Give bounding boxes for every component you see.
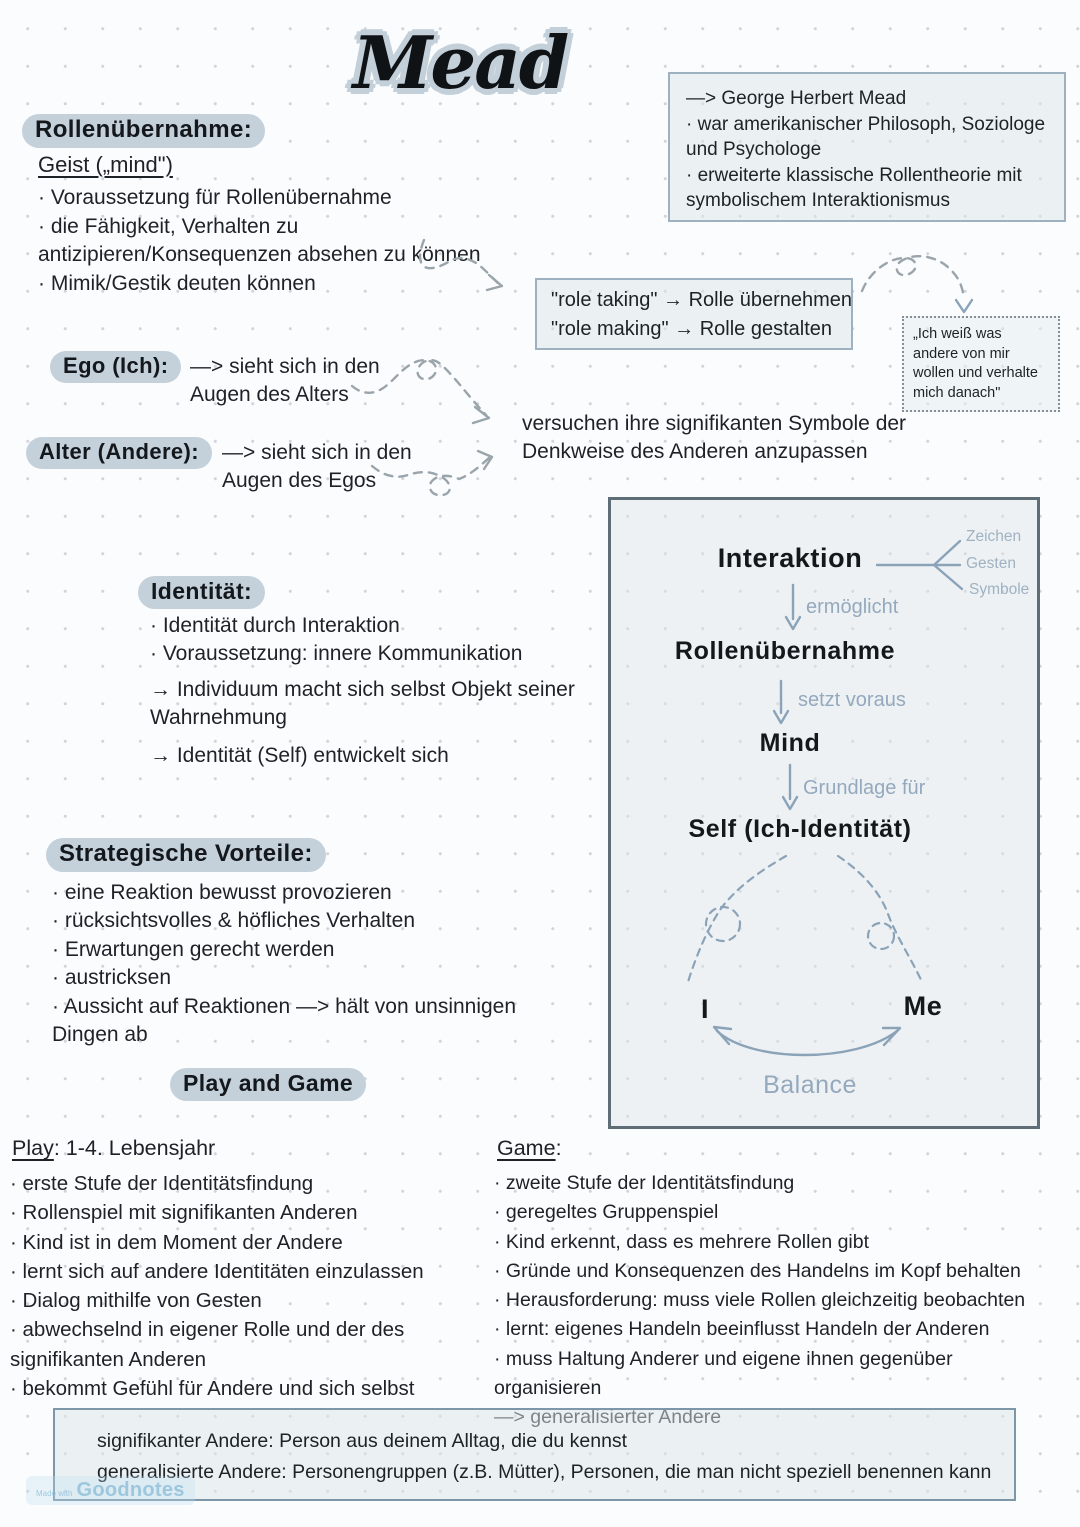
diagram-node-mind: Mind [759,729,821,757]
info-line: · war amerikanischer Philosoph, Soziologe und Psychologe [686,113,1046,160]
game-title-label: Game [497,1136,556,1160]
arrowhead-icon [473,407,489,423]
list-item: · austricksen [52,966,172,990]
list-item: → Individuum macht sich selbst Objekt seiner Wahrnehmung [150,677,575,730]
diagram-label-balance: Balance [763,1071,857,1099]
heading-highlight: Strategische Vorteile: [46,838,326,872]
play-list [10,1169,478,1403]
quote-box: „Ich weiß was andere von mir wollen und verhalte mich danach" [902,316,1060,412]
list-item: · lernt: eigenes Handeln beeinflusst Handeln der Anderen [494,1318,990,1341]
diagram-node-self: Self (Ich-Identität) [688,815,912,843]
play-title-label: Play [12,1136,54,1160]
play-title [12,1136,215,1161]
list-item: · Kind ist in dem Moment der Andere [10,1230,343,1254]
list-item: · Kind erkennt, dass es mehrere Rollen gibt [494,1230,870,1253]
info-line: —> George Herbert Mead [686,88,907,109]
author-info-box [668,72,1066,222]
heading-highlight: Play and Game [170,1068,366,1101]
page-title: Mead [352,20,568,105]
list-item: · Dialog mithilfe von Gesten [10,1289,262,1313]
game-title [497,1136,562,1161]
branch-label-symbole: Symbole [969,581,1030,598]
diagram-node-i: I [700,994,710,1024]
list-item: · rücksichtsvolles & höfliches Verhalten [52,909,415,933]
ego-highlight: Ego (Ich): [50,351,181,383]
list-item: · geregeltes Gruppenspiel [494,1201,719,1224]
geist-block [38,151,546,298]
goodnotes-logo: Goodnotes [76,1479,185,1501]
list-item: · abwechselnd in eigener Rolle und der des signifikanten Anderen [10,1318,405,1371]
diagram-node-interaktion: Interaktion [717,543,863,573]
branch-label-zeichen: Zeichen [966,528,1022,545]
geist-subheading: Geist („mind") [38,152,173,177]
section-heading-play-game [170,1068,366,1101]
list-item: · Gründe und Konsequenzen des Handelns im Kopf behalten [494,1259,1021,1282]
definition-line: generalisierte Andere: Personengruppen (z.B. Mütter), Personen, die man nicht speziell benennen kann [97,1461,992,1483]
list-item: · zweite Stufe der Identitätsfindung [494,1172,795,1194]
section-heading-rollenuebernahme [22,114,265,148]
alter-highlight: Alter (Andere): [26,437,212,469]
ego-label [50,351,181,383]
list-item: · Identität durch Interaktion [150,614,400,637]
list-item: · bekommt Gefühl für Andere und sich selbst [10,1377,415,1401]
identitaet-list [150,612,620,770]
role-line: "role taking" → Rolle übernehmen [551,289,853,311]
list-item: · Herausforderung: muss viele Rollen gleichzeitig beobachten [494,1289,1026,1312]
converge-text: versuchen ihre signifikanten Symbole der Denkweise des Anderen anzupassen [522,412,907,464]
arrowhead-icon [956,300,972,312]
info-line: · erweiterte klassische Rollentheorie mit symbolischem Interaktionismus [686,164,1022,211]
list-item: · Erwartungen gerecht werden [52,937,335,961]
edge-label-ermoeglicht: ermöglicht [806,596,899,618]
edge-label-grundlage: Grundlage für [803,777,926,799]
heading-highlight: Identität: [138,576,265,609]
list-item: · eine Reaktion bewusst provozieren [52,881,392,904]
list-item: · Aussicht auf Reaktionen —> hält von unsinnigen Dingen ab [52,994,517,1047]
bullet-item: · Mimik/Gestik deuten können [38,271,316,295]
list-item: · Voraussetzung: innere Kommunikation [150,642,523,666]
play-title-rest: : 1-4. Lebensjahr [53,1136,216,1160]
arrowhead-icon [478,451,492,469]
game-list [494,1169,1080,1433]
branch-label-gesten: Gesten [966,555,1016,572]
bullet-item: · die Fähigkeit, Verhalten zu antizipieren/Konsequenzen absehen zu können [38,214,481,267]
ego-text: —> sieht sich in den Augen des Alters [190,355,380,407]
bullet-item: · Voraussetzung für Rollenübernahme [38,186,392,210]
list-item: → Identität (Self) entwickelt sich [150,743,449,767]
definitions-box [53,1408,1016,1501]
goodnotes-watermark [26,1476,195,1505]
definition-line: signifikanter Andere: Person aus deinem Alltag, die du kennst [97,1430,628,1452]
alter-label [26,437,212,469]
heading-highlight: Rollenübernahme: [22,114,265,148]
diagram-node-rollenuebernahme: Rollenübernahme [674,637,896,665]
role-line: "role making" → Rolle gestalten [551,318,832,340]
section-heading-identitaet [138,576,265,609]
list-item: · erste Stufe der Identitätsfindung [10,1172,314,1195]
edge-label-setzt-voraus: setzt voraus [798,689,906,711]
list-item: · lernt sich auf andere Identitäten einzulassen [10,1259,424,1283]
dashed-loop-arrow [862,256,964,299]
game-title-rest: : [555,1136,562,1160]
watermark-prefix: Made with [36,1489,73,1498]
strategisch-list [52,879,557,1049]
list-item: · Rollenspiel mit signifikanten Anderen [10,1201,358,1225]
section-heading-strategisch [46,838,326,872]
definition-lines [97,1426,991,1488]
diagram-node-me: Me [903,991,943,1021]
role-taking-box [535,278,853,350]
list-item: · muss Haltung Anderer und eigene ihnen gegenüber organisieren [494,1347,953,1400]
alter-text: —> sieht sich in den Augen des Egos [222,441,412,493]
